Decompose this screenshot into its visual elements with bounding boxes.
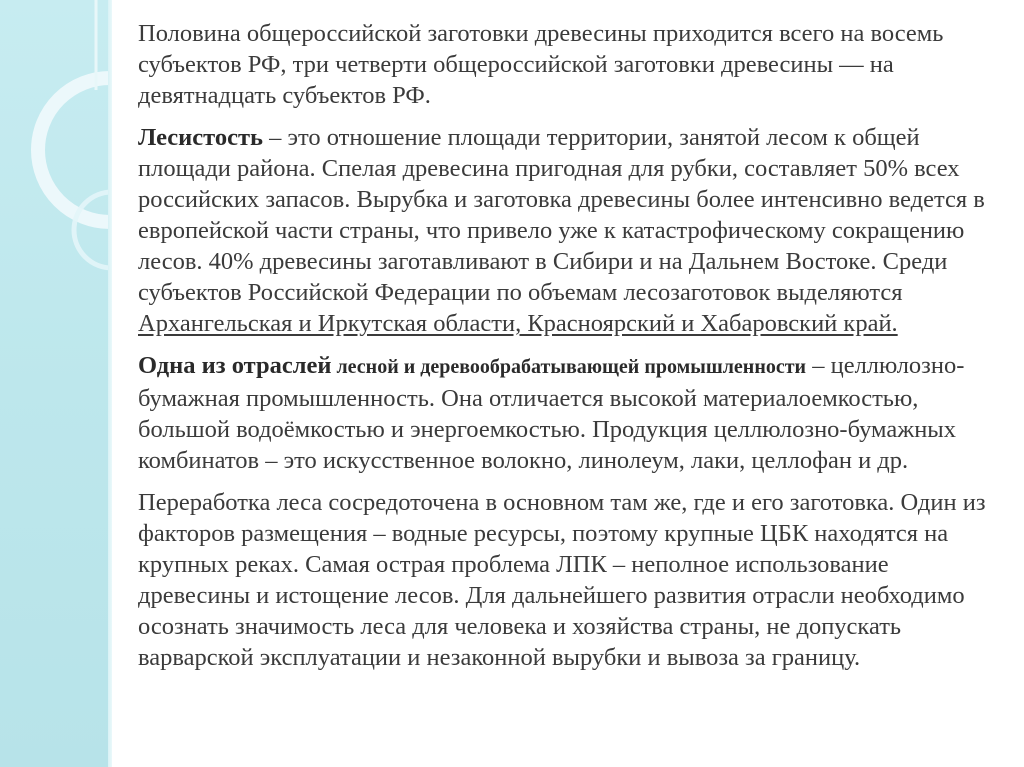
lead-phrase: Одна из отраслей — [138, 352, 332, 379]
paragraph-harvest-share — [138, 18, 988, 111]
large-ring-decoration — [38, 78, 112, 222]
paragraph-forest-cover — [138, 122, 988, 339]
small-ring-decoration — [74, 192, 112, 268]
paragraph-text: – целлюлозно-бумажная промышленность. Она отличается высокой материалоемкостью, большой водоёмкостью и энергоемкостью. Продукция целлюлозно-бумажных комбинатов – это искусственное волокно, линолеум, лаки, целлофан и др. — [138, 352, 965, 474]
sidebar-edge — [108, 0, 112, 767]
paragraph-text: – это отношение площади территории, занятой лесом к общей площади района. Спелая древесина пригодная для рубки, составляет 50% всех российских запасов. Вырубка и заготовка древесины более интенсивно ведется в европейской части страны, что привело уже к катастрофическому сокращению лесов. 40% древесины заготавливают в Сибири и на Дальнем Востоке. Среди субъектов Российской Федерации по объемам лесозаготовок выделяются — [138, 124, 985, 306]
paragraph-processing — [138, 487, 988, 673]
term-lesistost: Лесистость — [138, 124, 263, 151]
industry-name: лесной и деревообрабатывающей промышленности — [331, 356, 807, 378]
regions-link[interactable]: Архангельская и Иркутская области, Красноярский и Хабаровский край. — [138, 310, 898, 337]
decorative-circles — [0, 0, 112, 767]
paragraph-pulp-industry — [138, 350, 988, 476]
paragraph-text: Половина общероссийской заготовки древесины приходится всего на восемь субъектов РФ, три четверти общероссийской заготовки древесины — на девятнадцать субъектов РФ. — [138, 20, 944, 109]
slide-body — [138, 18, 988, 684]
decorative-sidebar — [0, 0, 112, 767]
paragraph-text: Переработка леса сосредоточена в основном там же, где и его заготовка. Один из факторов размещения – водные ресурсы, поэтому крупные ЦБК находятся на крупных реках. Самая острая проблема ЛПК – неполное использование древесины и истощение лесов. Для дальнейшего развития отрасли необходимо осознать значимость леса для человека и хозяйства страны, не допускать варварской эксплуатации и незаконной вырубки и вывоза за границу. — [138, 489, 986, 671]
